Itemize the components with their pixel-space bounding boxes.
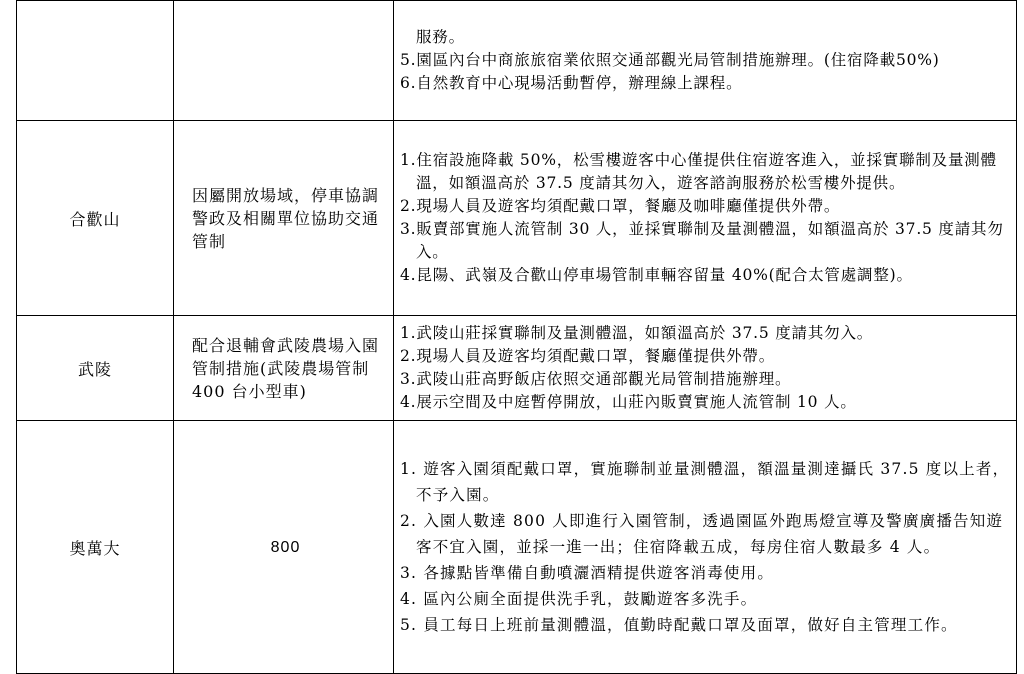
measures-table — [16, 0, 1017, 674]
list-item: 5. 員工每日上班前量測體溫，值勤時配戴口罩及面罩，做好自主管理工作。 — [400, 616, 958, 634]
list-item: 服務。 — [416, 28, 465, 46]
traffic-measure-cell: 800 — [174, 421, 394, 674]
table-row — [17, 421, 1017, 674]
list-item: 1. 遊客入園須配戴口罩，實施聯制並量測體溫，額溫量測達攝氏 37.5 度以上者，不予入園。 — [400, 460, 1010, 504]
list-item: 5.園區內台中商旅旅宿業依照交通部觀光局管制措施辦理。(住宿降載50%) — [400, 51, 940, 69]
list-item: 4. 區內公廁全面提供洗手乳，鼓勵遊客多洗手。 — [400, 590, 758, 608]
table-row — [17, 316, 1017, 421]
place-cell: 合歡山 — [17, 121, 174, 316]
table-row — [17, 121, 1017, 316]
table-row — [17, 1, 1017, 121]
list-item: 2. 入園人數達 800 人即進行入園管制，透過園區外跑馬燈宣導及警廣廣播告知遊客不宜入園，並採一進一出；住宿降載五成，每房住宿人數最多 4 人。 — [400, 512, 1004, 556]
place-cell — [17, 1, 174, 121]
list-item: 2.現場人員及遊客均須配戴口罩，餐廳僅提供外帶。 — [400, 347, 775, 365]
list-item: 3.販賣部實施人流管制 30 人，並採實聯制及量測體溫，如額溫高於 37.5 度請其勿入。 — [400, 220, 1004, 261]
traffic-measure-cell: 配合退輔會武陵農場入園管制措施(武陵農場管制 400 台小型車) — [174, 316, 394, 421]
list-item: 4.展示空間及中庭暫停開放，山莊內販賣實施人流管制 10 人。 — [400, 393, 857, 411]
measures-content-cell — [394, 1, 1017, 121]
place-cell: 武陵 — [17, 316, 174, 421]
traffic-measure-cell — [174, 1, 394, 121]
list-item: 3. 各據點皆準備自動噴灑酒精提供遊客消毒使用。 — [400, 564, 775, 582]
measures-content-cell — [394, 121, 1017, 316]
list-item: 1.住宿設施降載 50%，松雪樓遊客中心僅提供住宿遊客進入，並採實聯制及量測體溫，如額溫高於 37.5 度請其勿入，遊客諮詢服務於松雪樓外提供。 — [400, 151, 997, 192]
measures-content-cell — [394, 421, 1017, 674]
place-cell: 奧萬大 — [17, 421, 174, 674]
list-item: 3.武陵山莊高野飯店依照交通部觀光局管制措施辦理。 — [400, 370, 792, 388]
measures-content-cell — [394, 316, 1017, 421]
list-item: 4.昆陽、武嶺及合歡山停車場管制車輛容留量 40%(配合太管處調整)。 — [400, 266, 913, 284]
list-item: 2.現場人員及遊客均須配戴口罩，餐廳及咖啡廳僅提供外帶。 — [400, 197, 841, 215]
list-item: 6.自然教育中心現場活動暫停，辦理線上課程。 — [400, 74, 743, 92]
list-item: 1.武陵山莊採實聯制及量測體溫，如額溫高於 37.5 度請其勿入。 — [400, 324, 874, 342]
traffic-measure-cell: 因屬開放場域，停車協調警政及相關單位協助交通管制 — [174, 121, 394, 316]
